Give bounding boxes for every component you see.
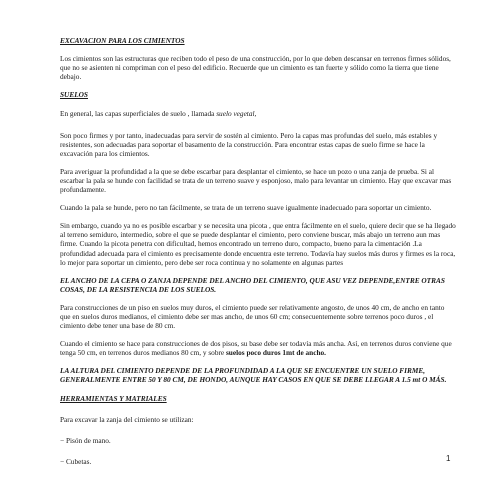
suelos-paragraph-1 <box>60 109 456 118</box>
suelo-vegetal-term: suelo vegetal, <box>216 109 257 119</box>
tool-list-item: − Pisón de mano. <box>60 435 111 445</box>
suelos-paragraph-4: Cuando la pala se hunde, pero no tan fácilmente, se trata de un terreno suave igualmente inadecuado para soportar un cimiento. <box>60 203 432 213</box>
altura-statement: LA ALTURA DEL CIMIENTO DEPENDE DE LA PROFUNDIDAD A LA QUE SE ENCUENTRE UN SUELO FIRME, GENERALMENTE ENTRE 50 Y 80 CM, DE HONDO, AUNQUE HAY CASOS EN QUE SE DEBE LLEGAR A 1.5 mt O MÁS. <box>60 366 447 385</box>
suelos-paragraph-1-text: En general, las capas superficiales de suelo , llamada <box>60 109 217 119</box>
ancho-statement: EL ANCHO DE LA CEPA O ZANJA DEPENDE DEL ANCHO DEL CIMIENTO, QUE ASU VEZ DEPENDE,ENTRE OTRAS COSAS, DE LA RESISTENCIA DE LOS SUELOS. <box>60 275 445 294</box>
suelos-paragraph-3: Para averiguar la profundidad a la que se debe escarbar para desplantar el cimiento, se hace un pozo o una zanja de prueba. Si al escarbar la pala se hunde con facilidad se trata de un terreno suave y esponjoso, malo para levantar un cimiento. Hay que excavar mas profundamente. <box>60 166 452 195</box>
herramientas-heading: HERRAMIENTAS Y MATRIALES <box>60 393 167 403</box>
suelos-paragraph-2: Son poco firmes y por tanto, inadecuadas para servir de sostén al cimiento. Pero la capas mas profundas del suelo, más estables y resistentes, son adecuadas para soportar el basamento de la construcción. Para encontrar estas capas de suelo firme se hace la excavación para los cimientos. <box>60 130 438 158</box>
ancho-paragraph-2 <box>60 339 456 357</box>
ancho-paragraph-1: Para construcciones de un piso en suelos muy duros, el cimiento puede ser relativamente angosto, de unos 40 cm, de ancho en tanto que en suelos duros medianos, el cimiento debe ser mas ancho, de unos 60 cm; consecuentemente sobre terrenos poco duros , el cimiento debe tener una base de 80 cm. <box>60 302 445 331</box>
ancho-paragraph-2-emphasis: suelos poco duros 1mt de ancho. <box>225 348 326 358</box>
suelos-heading: SUELOS <box>60 90 88 100</box>
document-page <box>60 36 456 466</box>
intro-paragraph: Los cimientos son las estructuras que reciben todo el peso de una construcción, por lo que deben descansar en terrenos firmes sólidos, que no se asienten ni compriman con el peso del edificio. Recuerde que un cimiento es tan fuerte y sólido como la tierra que tiene debajo. <box>60 54 451 82</box>
page-number: 1 <box>446 454 451 463</box>
ancho-paragraph-2-text: Cuando el cimiento se hace para construcciones de dos pisos, su base debe ser todavía más ancha. Así, en terrenos duros conviene que tenga 50 cm, en terrenos duros medianos 80 cm, y sobre <box>60 339 452 358</box>
tool-list-item: − Cubetas. <box>60 456 92 466</box>
herramientas-intro: Para excavar la zanja del cimiento se utilizan: <box>60 414 194 424</box>
document-title: EXCAVACION PARA LOS CIMIENTOS <box>60 36 185 45</box>
suelos-paragraph-5: Sin embargo, cuando ya no es posible escarbar y se necesita una picota , que entra fácilmente en el suelo, quiere decir que se ha llegado al terreno semiduro, intermedio, sobre el que se puede desplantar el cimiento, pero conviene buscar, más abajo un terreno aun mas firme. Cuando la picota penetra con dificultad, hemos encontrado un terreno duro, compacto, bueno para la cimentación .La profundidad adecuada para el cimiento es precisamente donde encuentra este terreno. Todavía hay suelos más duros y firmes es la roca, lo mejor para soportar un cimiento, pero debe ser roca continua y no solamente en algunas partes <box>60 221 456 267</box>
